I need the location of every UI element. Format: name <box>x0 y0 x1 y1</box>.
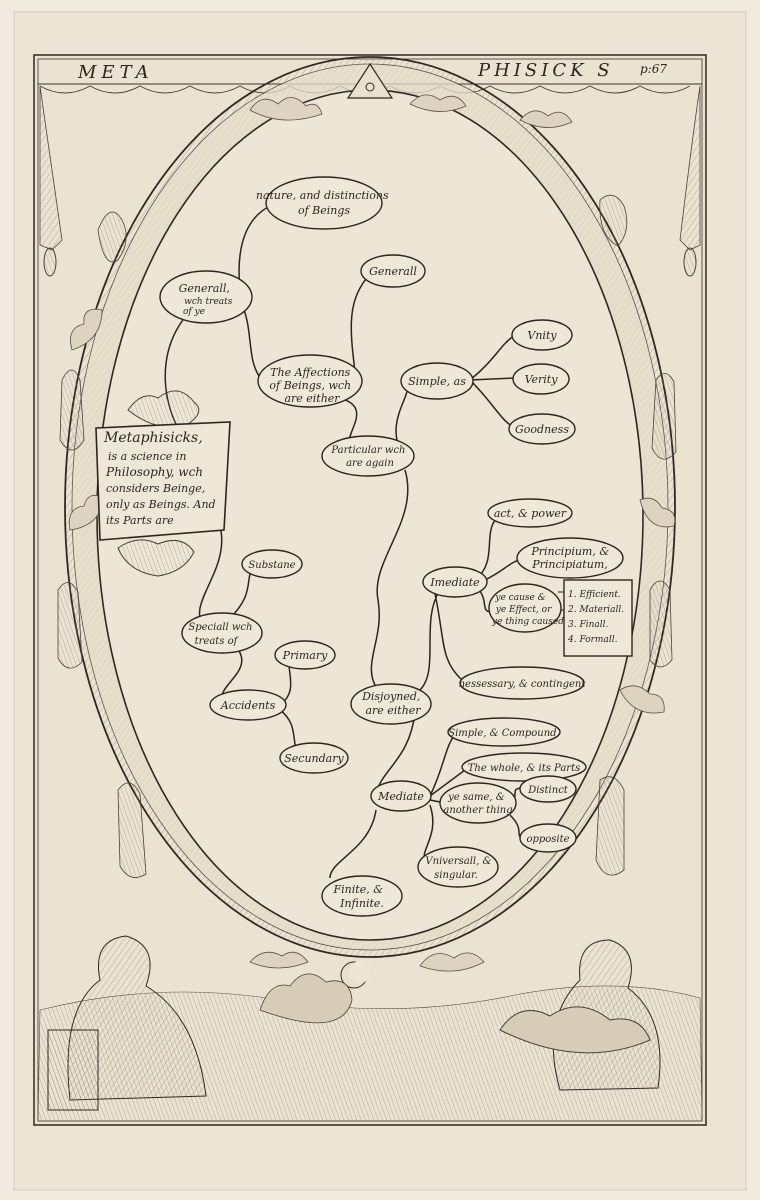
svg-text:opposite <box>526 834 569 845</box>
node-particular <box>322 436 414 476</box>
node-label: Goodness <box>515 423 569 436</box>
node-mediate <box>371 781 431 811</box>
node-label: Simple, as <box>408 375 466 388</box>
node-label: are either <box>284 392 340 405</box>
node-label: Accidents <box>220 699 276 712</box>
svg-text:Verity <box>525 373 559 386</box>
node-verity <box>513 364 569 394</box>
node-label: of Beings, wch <box>269 379 352 392</box>
node-label: act, & power <box>493 507 567 520</box>
svg-text:Imediate <box>429 576 480 589</box>
node-label: nature, and distinctions <box>255 189 389 202</box>
svg-text:Primary <box>282 649 328 662</box>
tassel-right <box>684 248 696 276</box>
node-label: The Affections <box>270 366 351 379</box>
node-label: Infinite. <box>340 897 384 910</box>
node-label: Verity <box>524 373 558 386</box>
figure-right-lower <box>596 777 624 875</box>
node-label: Vnity <box>527 329 557 342</box>
node-label: Mediate <box>378 790 424 803</box>
svg-text:Distinct <box>527 785 569 796</box>
node-unity <box>512 320 572 350</box>
node-simple-as <box>401 363 473 399</box>
definition-line: Philosophy, wch <box>106 465 204 479</box>
definition-line: considers Beinge, <box>106 482 206 495</box>
node-label: Speciall wch <box>188 622 253 633</box>
definition-line: is a science in <box>108 450 187 463</box>
figure-right-mid <box>650 581 672 667</box>
node-label: Imediate <box>430 576 480 589</box>
node-label: Disjoyned, <box>362 690 421 703</box>
svg-text:Finite, & Infinite. <box>333 883 387 910</box>
node-label: Primary <box>282 649 328 662</box>
node-label: are again <box>346 458 394 469</box>
node-primary <box>275 641 335 669</box>
node-label: Generall, <box>178 282 230 295</box>
node-opposite <box>520 824 576 852</box>
node-principium <box>517 538 623 578</box>
node-label: of ye <box>182 307 206 317</box>
definition-line: its Parts are <box>106 514 174 527</box>
node-distinct <box>520 776 576 802</box>
node-finite <box>322 876 402 916</box>
svg-text:Simple, & Compound. <box>448 728 560 739</box>
node-accidents <box>210 690 286 720</box>
node-same-another <box>440 783 516 823</box>
page-number: p:67 <box>640 62 667 76</box>
svg-text:Simple, as <box>408 375 466 388</box>
node-label: treats of <box>194 636 238 647</box>
node-whole-parts <box>462 753 586 781</box>
node-label: Simple, & Compound. <box>448 728 560 739</box>
definition-line: Metaphisicks, <box>104 430 203 446</box>
header-title-right: PHISICK S <box>478 60 614 81</box>
node-simple-compound <box>448 718 560 746</box>
node-secundary <box>280 743 348 773</box>
svg-text:Accidents <box>220 699 276 712</box>
tassel-left <box>44 248 56 276</box>
svg-text:Substane <box>248 560 295 571</box>
figure-right-side <box>652 373 676 459</box>
node-label: ye Effect, or <box>495 605 552 615</box>
node-affections <box>258 355 362 407</box>
node-label: 4. Formall. <box>568 635 618 645</box>
node-label: nessessary, & contingent <box>458 679 586 690</box>
node-generall-treats <box>160 271 252 323</box>
node-label: Distinct <box>528 785 568 796</box>
svg-text:Goodness <box>515 423 569 436</box>
node-label: 2. Materiall. <box>568 605 625 615</box>
svg-text:The whole, & its Parts <box>468 763 580 774</box>
node-label: Generall <box>369 265 417 278</box>
svg-text:Generall <box>369 265 417 278</box>
node-label: ye cause & <box>495 593 546 603</box>
header-title-left: META <box>78 62 154 83</box>
node-label: of Beings <box>297 204 351 217</box>
node-label: Substane <box>248 560 296 571</box>
figure-left-mid <box>58 582 82 668</box>
node-label: 1. Efficient. <box>568 590 621 600</box>
node-label: Vniversall, & <box>425 856 492 867</box>
node-causes-box <box>564 580 632 656</box>
node-label: ye same, & <box>448 792 505 803</box>
svg-text:Disjoyned, are either <box>361 690 424 717</box>
node-universall <box>418 847 498 887</box>
svg-text:Vnity <box>527 329 557 342</box>
node-speciall <box>182 613 262 653</box>
node-label: wch treats <box>184 297 233 307</box>
definition-line: only as Beings. And <box>106 498 216 511</box>
node-necessary <box>459 667 587 699</box>
node-label: 3. Finall. <box>568 620 609 630</box>
node-label: Secundary <box>284 752 344 765</box>
node-goodness <box>509 414 575 444</box>
node-act-power <box>488 499 572 527</box>
figure-left-side <box>60 370 84 450</box>
node-label: The whole, & its Parts <box>467 763 581 774</box>
node-label: Finite, & <box>333 883 383 896</box>
node-label: Principiatum, <box>532 558 608 571</box>
stone-block <box>48 1030 98 1110</box>
node-disjoyned <box>351 684 431 724</box>
node-label: Principium, & <box>531 545 610 558</box>
node-immediate <box>423 567 487 597</box>
svg-text:Principium, & Principiat <box>530 545 612 571</box>
svg-text:nessessary, & contingent <box>459 679 587 690</box>
node-label: ye thing caused <box>492 617 564 627</box>
node-generall <box>361 255 425 287</box>
svg-text:Secundary <box>284 752 344 765</box>
node-label: singular. <box>434 870 478 881</box>
node-label: another thing <box>443 805 513 816</box>
node-label: opposite <box>526 834 570 845</box>
node-label: are either <box>365 704 421 717</box>
node-substance <box>242 550 302 578</box>
svg-text:act, & power <box>494 507 567 520</box>
svg-text:Mediate <box>377 790 424 803</box>
node-label: Particular wch <box>331 445 406 456</box>
